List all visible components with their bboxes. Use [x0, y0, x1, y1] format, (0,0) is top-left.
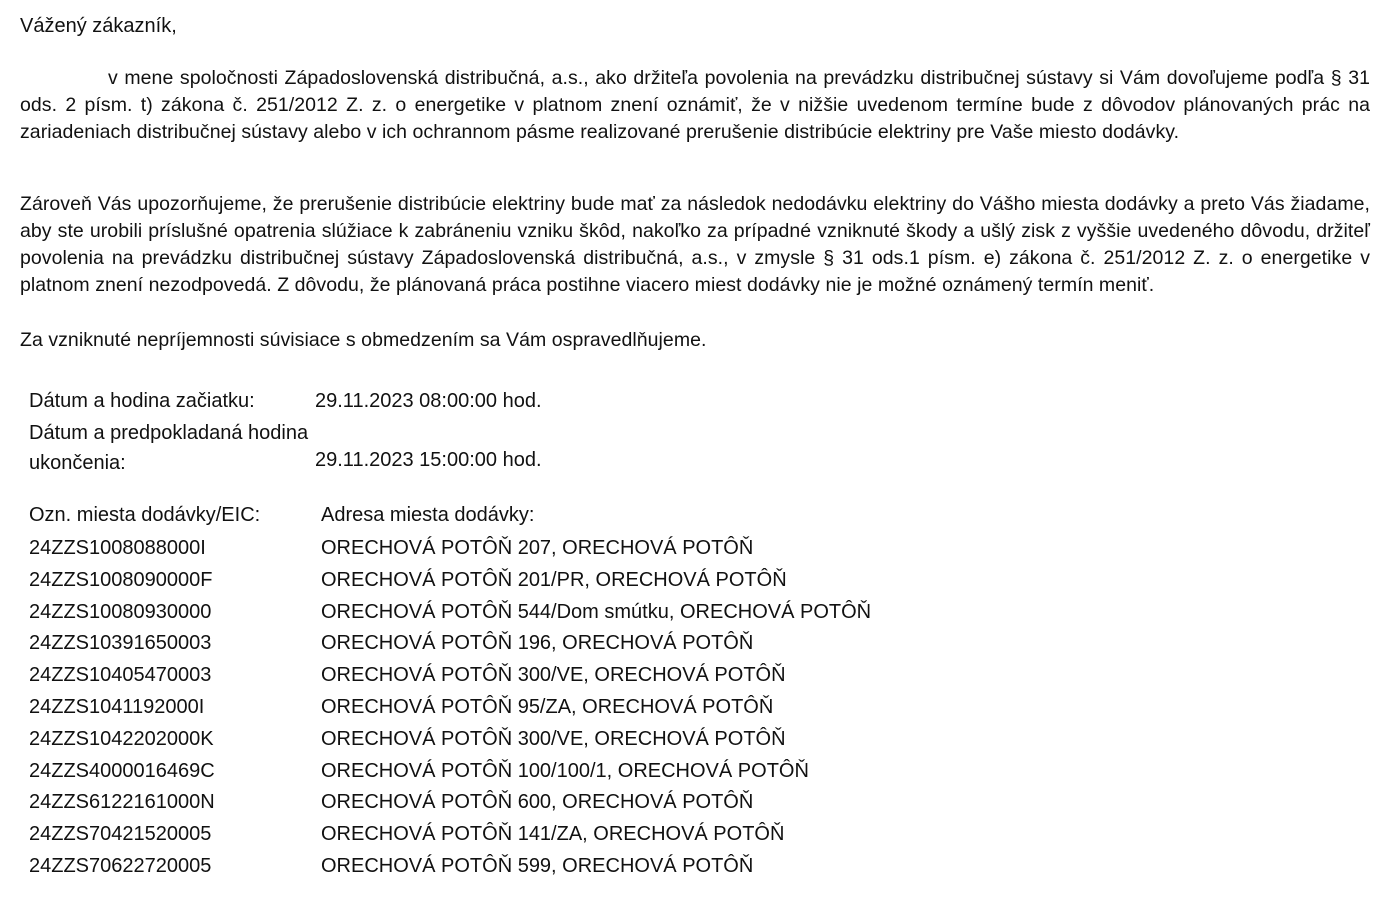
table-row [29, 660, 1029, 692]
supply-address: ORECHOVÁ POTÔŇ 300/VE, ORECHOVÁ POTÔŇ [321, 664, 786, 687]
eic-code: 24ZZS1042202000K [29, 727, 214, 750]
eic-code: 24ZZS70421520005 [29, 823, 212, 846]
notice-paragraph: v mene spoločnosti Západoslovenská distribučná, a.s., ako držiteľa povolenia na prevádzku distribučnej sústavy si Vám dovoľujeme podľa § 31 ods. 2 písm. t) zákona č. 251/2012 Z. z. o energetike v platnom znení oznámiť, že v nižšie uvedenom termíne bude z dôvodov plánovaných prác na zariadeniach distribučnej sústavy alebo v ich ochrannom pásme realizované prerušenie distribúcie elektriny pre Vaše miesto dodávky. [20, 67, 1370, 143]
supply-address: ORECHOVÁ POTÔŇ 141/ZA, ORECHOVÁ POTÔŇ [321, 823, 785, 846]
table-row [29, 565, 1029, 597]
eic-code: 24ZZS1008090000F [29, 568, 213, 591]
table-row [29, 851, 1029, 883]
eic-code: 24ZZS70622720005 [29, 854, 212, 877]
eic-code: 24ZZS10391650003 [29, 632, 212, 655]
start-datetime-label: Dátum a hodina začiatku: [29, 390, 255, 412]
table-row [29, 819, 1029, 851]
eic-code: 24ZZS1008088000I [29, 537, 206, 559]
supply-address: ORECHOVÁ POTÔŇ 100/100/1, ORECHOVÁ POTÔŇ [321, 759, 809, 782]
eic-code: 24ZZS4000016469C [29, 759, 215, 782]
supply-address: ORECHOVÁ POTÔŇ 201/PR, ORECHOVÁ POTÔŇ [321, 568, 787, 591]
table-row [29, 756, 1029, 788]
table-row [29, 628, 1029, 660]
supply-address: ORECHOVÁ POTÔŇ 544/Dom smútku, ORECHOVÁ POTÔŇ [321, 600, 872, 623]
end-datetime-label: Dátum a predpokladaná hodina ukončenia: [29, 422, 309, 474]
supply-points-list [29, 533, 1029, 883]
end-datetime-value: 29.11.2023 15:00:00 hod. [315, 449, 542, 471]
table-row [29, 533, 1029, 565]
table-row [29, 597, 1029, 629]
supply-address: ORECHOVÁ POTÔŇ 600, ORECHOVÁ POTÔŇ [321, 791, 754, 814]
supply-address: ORECHOVÁ POTÔŇ 300/VE, ORECHOVÁ POTÔŇ [321, 727, 786, 750]
table-row [29, 692, 1029, 724]
eic-code: 24ZZS10405470003 [29, 664, 212, 687]
supply-address: ORECHOVÁ POTÔŇ 196, ORECHOVÁ POTÔŇ [321, 632, 754, 655]
warning-paragraph: Zároveň Vás upozorňujeme, že prerušenie distribúcie elektriny bude mať za následok nedodávku elektriny do Vášho miesta dodávky a preto Vás žiadame, aby ste urobili príslušné opatrenia slúžiace k zabráneniu vzniku škôd, nakoľko za prípadné vzniknuté škody a ušlý zisk z vyššie uvedeného dôvodu, držiteľ povolenia na prevádzku distribučnej sústavy Západoslovenská distribučná, a.s., v zmysle § 31 ods.1 písm. e) zákona č. 251/2012 Z. z. o energetike v platnom znení nezodpovedá. Z dôvodu, že plánovaná práca postihne viacero miest dodávky nie je možné oznámený termín meniť. [20, 193, 1370, 296]
table-row [29, 724, 1029, 756]
header-address: Adresa miesta dodávky: [321, 504, 535, 526]
supply-address: ORECHOVÁ POTÔŇ 95/ZA, ORECHOVÁ POTÔŇ [321, 695, 774, 718]
start-datetime-value: 29.11.2023 08:00:00 hod. [315, 390, 542, 412]
header-eic: Ozn. miesta dodávky/EIC: [29, 504, 261, 526]
table-row [29, 787, 1029, 819]
eic-code: 24ZZS10080930000 [29, 600, 212, 623]
apology-paragraph: Za vzniknuté nepríjemnosti súvisiace s obmedzením sa Vám ospravedlňujeme. [20, 329, 707, 351]
supply-address: ORECHOVÁ POTÔŇ 599, ORECHOVÁ POTÔŇ [321, 854, 754, 877]
eic-code: 24ZZS1041192000I [29, 695, 205, 718]
supply-address: ORECHOVÁ POTÔŇ 207, ORECHOVÁ POTÔŇ [321, 537, 754, 559]
eic-code: 24ZZS6122161000N [29, 791, 215, 814]
greeting: Vážený zákazník, [20, 15, 177, 37]
